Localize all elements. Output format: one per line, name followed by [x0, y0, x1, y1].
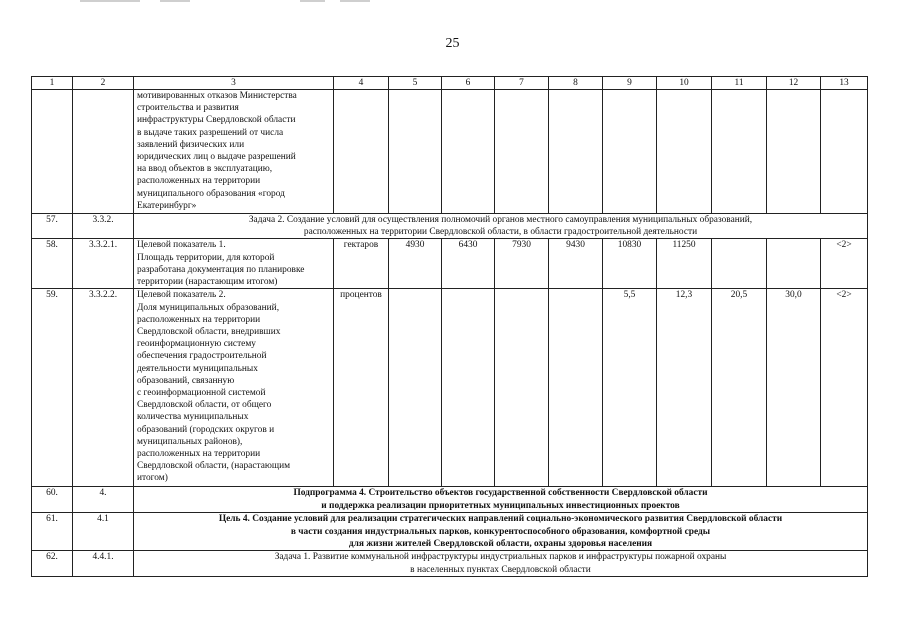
- scan-edge-mark: [160, 0, 190, 2]
- value-cell: [603, 90, 657, 214]
- value-cell: 20,5: [712, 289, 767, 487]
- column-number: 13: [821, 77, 868, 90]
- row-number: 61.: [32, 513, 73, 551]
- value-cell: 10830: [603, 239, 657, 289]
- indicator-text: Целевой показатель 1. Площадь территории, для которой разработана документация по планировке территории (нарастающим итогом): [134, 239, 334, 289]
- column-number: 11: [712, 77, 767, 90]
- value-cell: 30,0: [767, 289, 821, 487]
- row-number: 60.: [32, 487, 73, 513]
- value-cell: 4930: [389, 239, 442, 289]
- column-number: 9: [603, 77, 657, 90]
- row-code: 4.: [73, 487, 134, 513]
- row-code: 3.3.2.2.: [73, 289, 134, 487]
- value-cell: [495, 90, 549, 214]
- unit-cell: [334, 90, 389, 214]
- column-number: 12: [767, 77, 821, 90]
- value-cell: [389, 289, 442, 487]
- value-cell: 7930: [495, 239, 549, 289]
- scan-edge-mark: [300, 0, 325, 2]
- scan-edge-mark: [340, 0, 370, 2]
- row-code: 3.3.2.: [73, 214, 134, 239]
- page-number: 25: [445, 36, 460, 51]
- row-code: 4.1: [73, 513, 134, 551]
- unit-cell: процентов: [334, 289, 389, 487]
- table-row: [32, 239, 868, 289]
- value-cell: [442, 289, 495, 487]
- table-row: [32, 551, 868, 577]
- table-row: [32, 214, 868, 239]
- value-cell: [389, 90, 442, 214]
- table-row: [32, 513, 868, 551]
- column-number: 7: [495, 77, 549, 90]
- value-cell: [767, 239, 821, 289]
- value-cell: [549, 90, 603, 214]
- table-row: [32, 90, 868, 214]
- value-cell: [549, 289, 603, 487]
- value-cell: [442, 90, 495, 214]
- column-number: 2: [73, 77, 134, 90]
- subprogram-heading: Подпрограмма 4. Строительство объектов государственной собственности Свердловской области и поддержка реализации приоритетных муниципальных инвестиционных проектов: [134, 487, 868, 513]
- value-cell: [767, 90, 821, 214]
- column-number-row: [32, 77, 868, 90]
- unit-cell: гектаров: [334, 239, 389, 289]
- row-code: 4.4.1.: [73, 551, 134, 577]
- value-cell: 12,3: [657, 289, 712, 487]
- goal-heading: Цель 4. Создание условий для реализации стратегических направлений социально-экономического развития Свердловской области в части создания индустриальных парков, конкурентоспособного образования, комфортной среды для жизни жителей Свердловской области, охраны здоровья населения: [134, 513, 868, 551]
- row-number: 57.: [32, 214, 73, 239]
- table-row: [32, 487, 868, 513]
- value-cell: 9430: [549, 239, 603, 289]
- indicator-text: Целевой показатель 2. Доля муниципальных образований, расположенных на территории Свердловской области, внедривших геоинформационную систему обеспечения градостроительной деятельности муниципальных образований, связанную с геоинформационной системой Свердловской области, от общего количества муниципальных образований (городских округов и муниципальных районов), расположенных на территории Свердловской области, (нарастающим итогом): [134, 289, 334, 487]
- note-cell: [821, 90, 868, 214]
- row-number: 58.: [32, 239, 73, 289]
- indicator-text: мотивированных отказов Министерства строительства и развития инфраструктуры Свердловской области в выдаче таких разрешений от числа заявлений физических или юридических лиц о выдаче разрешений на ввод объектов в эксплуатацию, расположенных на территории муниципального образования «город Екатеринбург»: [134, 90, 334, 214]
- note-cell: <2>: [821, 289, 868, 487]
- value-cell: 5,5: [603, 289, 657, 487]
- value-cell: 6430: [442, 239, 495, 289]
- value-cell: [712, 90, 767, 214]
- value-cell: [657, 90, 712, 214]
- value-cell: 11250: [657, 239, 712, 289]
- row-number: [32, 90, 73, 214]
- column-number: 5: [389, 77, 442, 90]
- column-number: 4: [334, 77, 389, 90]
- column-number: 10: [657, 77, 712, 90]
- task-heading: Задача 1. Развитие коммунальной инфраструктуры индустриальных парков и инфраструктуры пожарной охраны в населенных пунктах Свердловской области: [134, 551, 868, 577]
- indicators-table: [31, 76, 868, 577]
- task-heading: Задача 2. Создание условий для осуществления полномочий органов местного самоуправления муниципальных образований, расположенных на территории Свердловской области, в области градостроительной деятельности: [134, 214, 868, 239]
- column-number: 6: [442, 77, 495, 90]
- column-number: 1: [32, 77, 73, 90]
- row-code: 3.3.2.1.: [73, 239, 134, 289]
- row-number: 62.: [32, 551, 73, 577]
- value-cell: [712, 239, 767, 289]
- scan-edge-mark: [80, 0, 140, 2]
- value-cell: [495, 289, 549, 487]
- note-cell: <2>: [821, 239, 868, 289]
- row-number: 59.: [32, 289, 73, 487]
- table-row: [32, 289, 868, 487]
- column-number: 8: [549, 77, 603, 90]
- row-code: [73, 90, 134, 214]
- column-number: 3: [134, 77, 334, 90]
